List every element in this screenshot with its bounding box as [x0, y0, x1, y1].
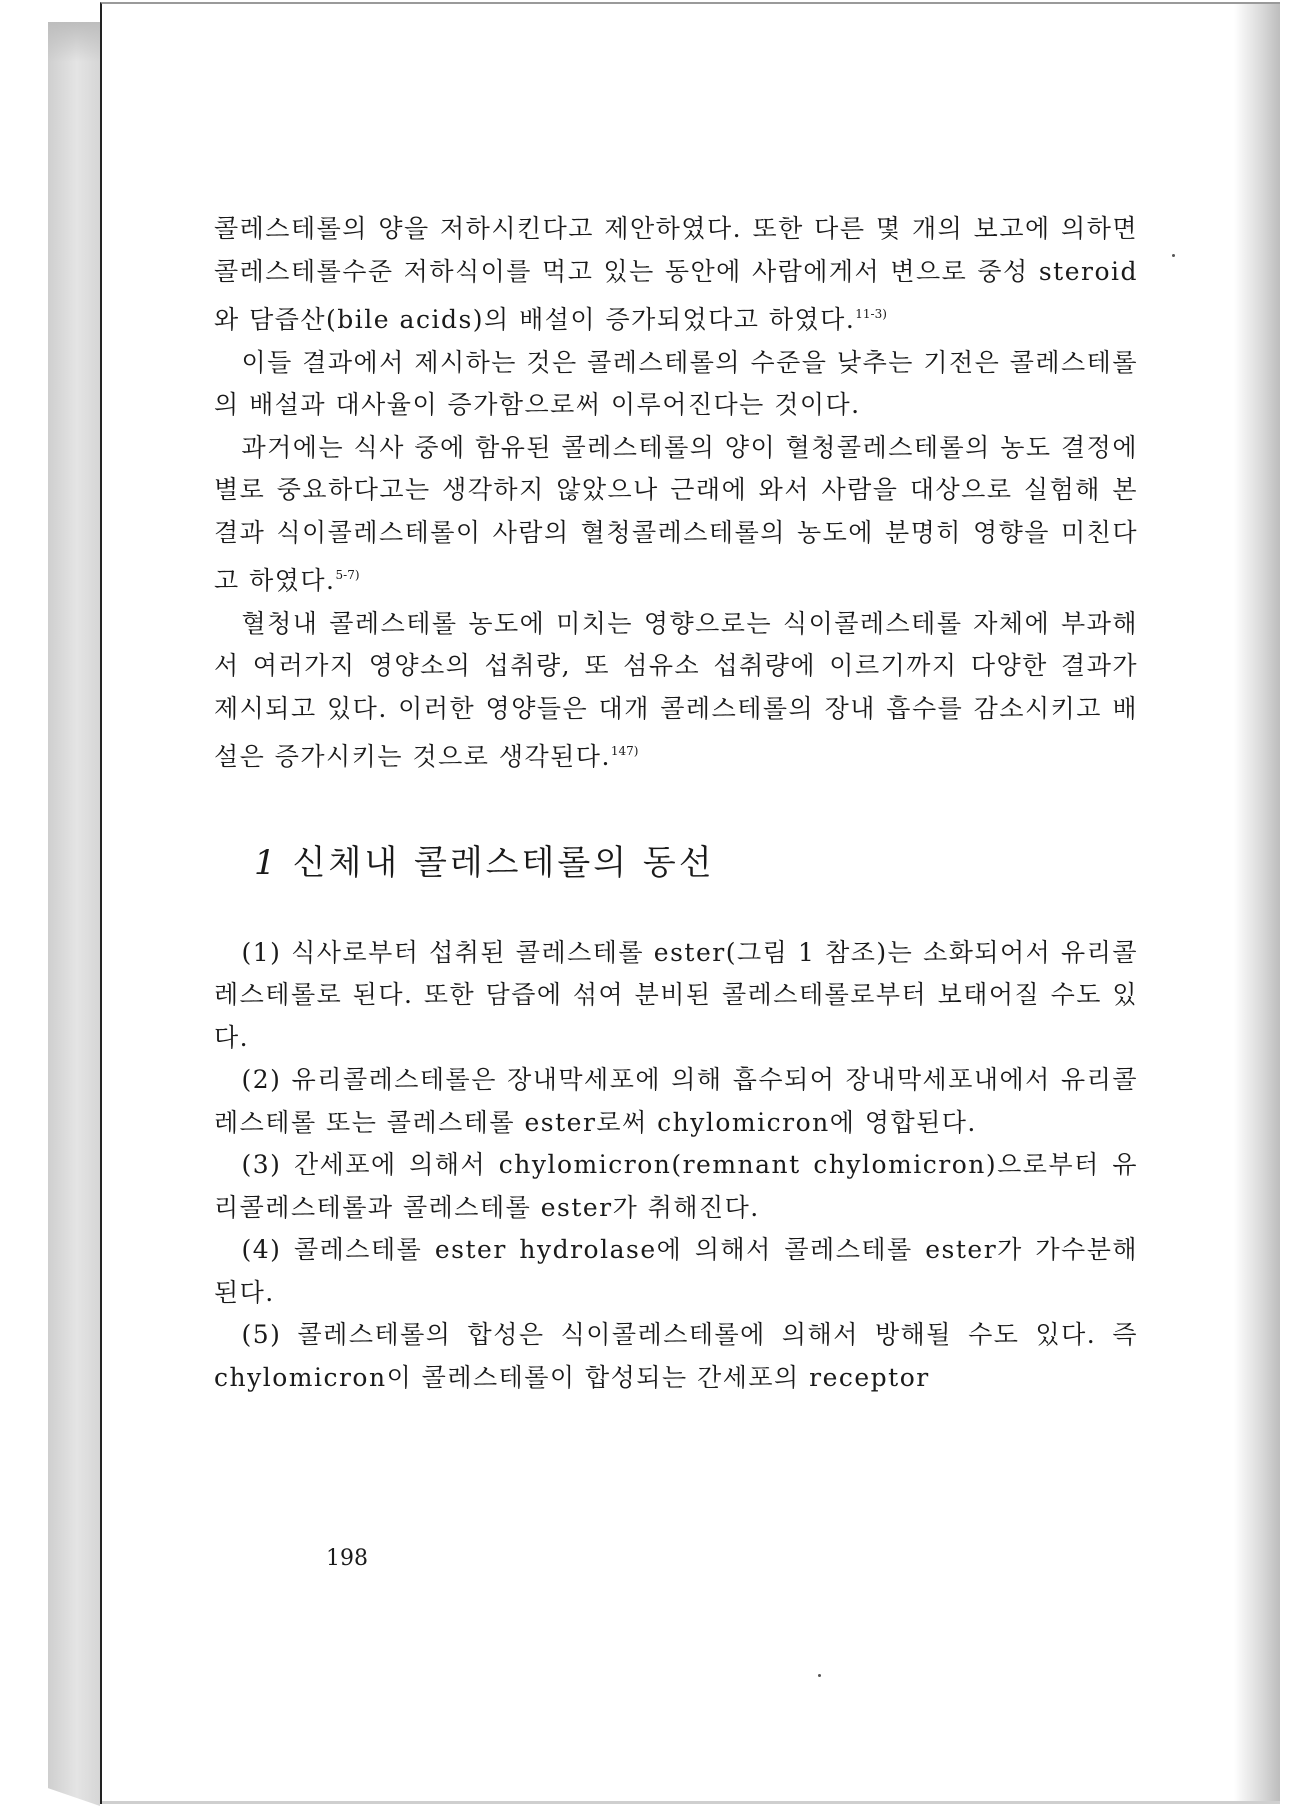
paragraph-intro-3 [214, 427, 1138, 603]
paragraph-text: 콜레스테롤의 양을 저하시킨다고 제안하였다. 또한 다른 몇 개의 보고에 의하면 콜레스테롤수준 저하식이를 먹고 있는 동안에 사람에게서 변으로 중성 steroid와 담즙산(bile acids)의 배설이 증가되었다고 하였다. [214, 214, 1138, 334]
citation-ref: 147) [610, 744, 639, 758]
book-spine-shade [48, 22, 100, 62]
section-title-text: 신체내 콜레스테롤의 동선 [292, 842, 715, 883]
speck-mark [1172, 254, 1175, 257]
section-number: 1 [254, 842, 279, 883]
paragraph-intro-2 [214, 342, 1138, 427]
paragraph-text: (2) 유리콜레스테롤은 장내막세포에 의해 흡수되어 장내막세포내에서 유리콜레스테롤 또는 콜레스테롤 ester로써 chylomicron에 영합된다. [214, 1065, 1138, 1137]
paragraph-section-1 [214, 932, 1138, 1060]
page-bottom-edge [102, 1801, 1280, 1804]
paragraph-section-2 [214, 1059, 1138, 1144]
paragraph-text: (4) 콜레스테롤 ester hydrolase에 의해서 콜레스테롤 ester가 가수분해된다. [214, 1235, 1138, 1307]
citation-ref: 5-7) [335, 568, 360, 582]
page-edge-shadow [1234, 4, 1280, 1804]
paragraph-text: 이들 결과에서 제시하는 것은 콜레스테롤의 수준을 낮추는 기전은 콜레스테롤의 배설과 대사율이 증가함으로써 이루어진다는 것이다. [214, 347, 1138, 419]
paragraph-intro-4 [214, 603, 1138, 779]
book-spine [48, 22, 100, 1806]
speck-mark [818, 1674, 821, 1677]
paragraph-text: (3) 간세포에 의해서 chylomicron(remnant chylomicron)으로부터 유리콜레스테롤과 콜레스테롤 ester가 취해진다. [214, 1150, 1138, 1222]
paragraph-intro-1 [214, 208, 1138, 342]
page-number: 198 [326, 1546, 368, 1571]
page-body [214, 208, 1138, 1399]
paragraph-section-5 [214, 1314, 1138, 1399]
citation-ref: 11-3) [855, 307, 887, 321]
paragraph-text: (1) 식사로부터 섭취된 콜레스테롤 ester(그림 1 참조)는 소화되어서 유리콜레스테롤로 된다. 또한 담즙에 섞여 분비된 콜레스테롤로부터 보태어질 수도 있다. [214, 937, 1138, 1052]
paragraph-text: 혈청내 콜레스테롤 농도에 미치는 영향으로는 식이콜레스테롤 자체에 부과해서 여러가지 영양소의 섭취량, 또 섬유소 섭취량에 이르기까지 다양한 결과가 제시되고 있다. 이러한 영양들은 대개 콜레스테롤의 장내 흡수를 감소시키고 배설은 증가시키는 것으로 생각된다. [214, 608, 1138, 771]
paragraph-section-4 [214, 1229, 1138, 1314]
paragraph-text: (5) 콜레스테롤의 합성은 식이콜레스테롤에 의해서 방해될 수도 있다. 즉 chylomicron이 콜레스테롤이 합성되는 간세포의 receptor [214, 1320, 1138, 1392]
paragraph-section-3 [214, 1144, 1138, 1229]
paragraph-text: 과거에는 식사 중에 함유된 콜레스테롤의 양이 혈청콜레스테롤의 농도 결정에 별로 중요하다고는 생각하지 않았으나 근래에 와서 사람을 대상으로 실험해 본 결과 식이콜레스테롤이 사람의 혈청콜레스테롤의 농도에 분명히 영향을 미친다고 하였다. [214, 432, 1138, 595]
section-heading [254, 835, 1138, 884]
